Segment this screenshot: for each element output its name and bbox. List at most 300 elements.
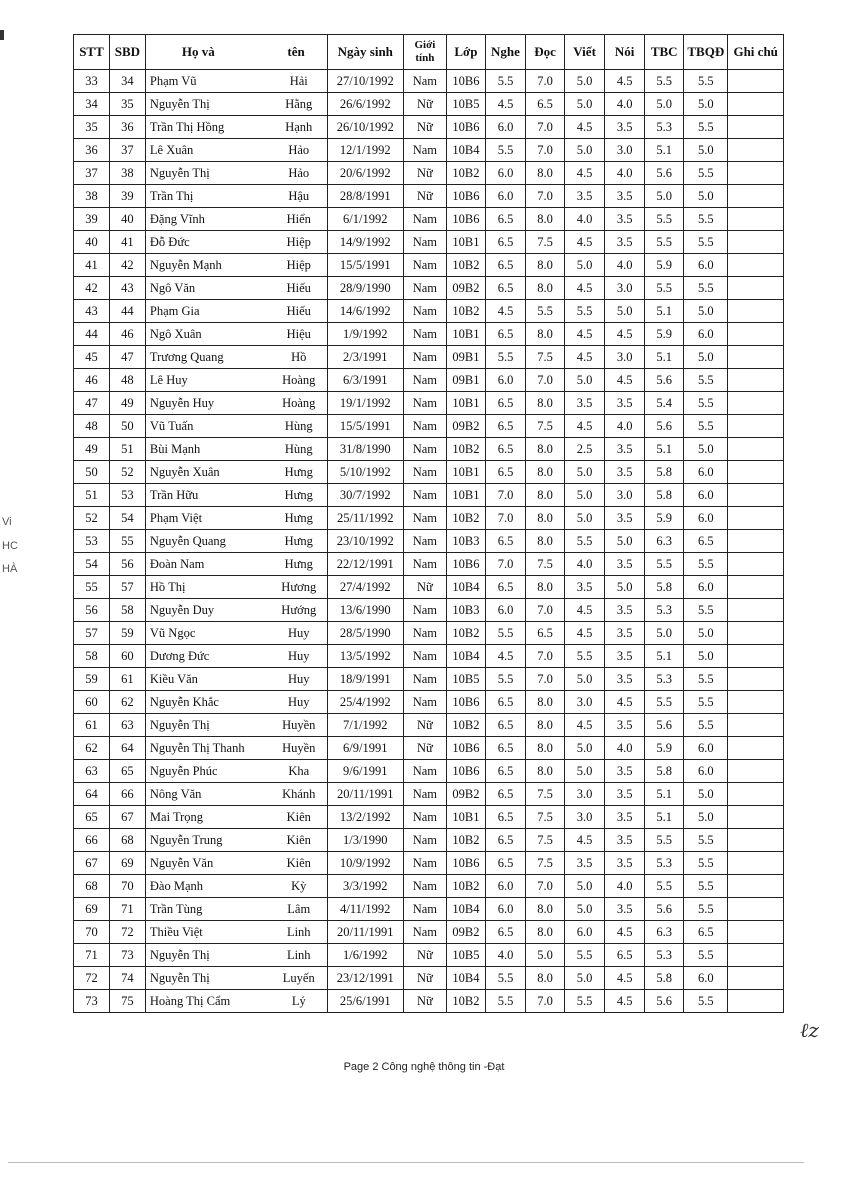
cell-doc: 8.0: [526, 530, 565, 553]
cell-ghi-chu: [728, 254, 784, 277]
ten: Linh: [286, 947, 311, 962]
cell-tbc: 5.8: [645, 576, 684, 599]
table-row: [74, 323, 784, 346]
cell-doc: 8.0: [526, 461, 565, 484]
cell-doc: 8.0: [526, 921, 565, 944]
cell-tbqd: 6.0: [684, 323, 728, 346]
cell-viet: 3.0: [565, 691, 605, 714]
cell-stt: 62: [74, 737, 110, 760]
cell-lop: 10B6: [446, 208, 485, 231]
cell-noi: 4.5: [605, 921, 645, 944]
cell-ghi-chu: [728, 553, 784, 576]
cell-ghi-chu: [728, 392, 784, 415]
cell-noi: 5.0: [605, 530, 645, 553]
cell-sbd: 39: [109, 185, 145, 208]
cell-gioi-tinh: Nữ: [403, 162, 446, 185]
cell-ho-ten: [145, 116, 327, 139]
cell-lop: 09B2: [446, 277, 485, 300]
cell-nghe: 7.0: [485, 484, 525, 507]
cell-ho-ten: [145, 369, 327, 392]
ho-dem: Nguyễn Thị Thanh: [149, 740, 245, 755]
table-row: [74, 967, 784, 990]
cell-ngay-sinh: 13/5/1992: [327, 645, 403, 668]
cell-ngay-sinh: 15/5/1991: [327, 415, 403, 438]
cell-sbd: 51: [109, 438, 145, 461]
cell-lop: 09B1: [446, 346, 485, 369]
cell-sbd: 74: [109, 967, 145, 990]
cell-doc: 8.0: [526, 576, 565, 599]
cell-sbd: 69: [109, 852, 145, 875]
cell-ngay-sinh: 23/10/1992: [327, 530, 403, 553]
ho-dem: Hồ Thị: [149, 579, 186, 594]
cell-viet: 4.0: [565, 553, 605, 576]
cell-lop: 10B6: [446, 116, 485, 139]
margin-mark: Vi: [2, 516, 12, 528]
cell-stt: 50: [74, 461, 110, 484]
ten: Hiển: [286, 211, 311, 226]
cell-nghe: 4.0: [485, 944, 525, 967]
cell-viet: 4.5: [565, 714, 605, 737]
cell-doc: 8.0: [526, 254, 565, 277]
cell-nghe: 6.5: [485, 852, 525, 875]
cell-sbd: 42: [109, 254, 145, 277]
cell-nghe: 4.5: [485, 93, 525, 116]
ten: Hạnh: [285, 119, 313, 134]
cell-tbc: 5.3: [645, 116, 684, 139]
cell-sbd: 43: [109, 277, 145, 300]
cell-stt: 46: [74, 369, 110, 392]
cell-ngay-sinh: 28/5/1990: [327, 622, 403, 645]
cell-stt: 66: [74, 829, 110, 852]
cell-doc: 8.0: [526, 898, 565, 921]
cell-ghi-chu: [728, 369, 784, 392]
cell-lop: 10B5: [446, 944, 485, 967]
cell-ghi-chu: [728, 208, 784, 231]
ho-dem: Vũ Ngọc: [149, 625, 196, 640]
ho-dem: Trần Thị: [149, 188, 194, 203]
cell-tbqd: 5.0: [684, 622, 728, 645]
cell-sbd: 58: [109, 599, 145, 622]
ten: Hiệu: [286, 326, 311, 341]
cell-tbqd: 5.0: [684, 300, 728, 323]
cell-doc: 7.0: [526, 70, 565, 93]
cell-doc: 7.5: [526, 415, 565, 438]
cell-tbc: 5.4: [645, 392, 684, 415]
cell-noi: 3.5: [605, 760, 645, 783]
ten: Hưng: [284, 510, 313, 525]
cell-nghe: 6.5: [485, 323, 525, 346]
table-row: [74, 139, 784, 162]
cell-doc: 8.0: [526, 967, 565, 990]
cell-ghi-chu: [728, 93, 784, 116]
ten: Hướng: [281, 602, 317, 617]
cell-tbqd: 5.5: [684, 990, 728, 1013]
cell-sbd: 52: [109, 461, 145, 484]
cell-gioi-tinh: Nam: [403, 507, 446, 530]
cell-sbd: 44: [109, 300, 145, 323]
cell-tbc: 5.8: [645, 760, 684, 783]
cell-tbqd: 5.5: [684, 691, 728, 714]
cell-lop: 10B4: [446, 967, 485, 990]
cell-ho-ten: [145, 415, 327, 438]
cell-tbc: 5.5: [645, 875, 684, 898]
cell-ngay-sinh: 1/9/1992: [327, 323, 403, 346]
cell-doc: 7.5: [526, 231, 565, 254]
cell-doc: 7.5: [526, 346, 565, 369]
cell-nghe: 6.0: [485, 599, 525, 622]
cell-viet: 5.5: [565, 530, 605, 553]
cell-doc: 7.5: [526, 553, 565, 576]
cell-ho-ten: [145, 507, 327, 530]
cell-nghe: 6.5: [485, 277, 525, 300]
cell-ho-ten: [145, 530, 327, 553]
ten: Kiên: [286, 832, 311, 847]
cell-ngay-sinh: 14/9/1992: [327, 231, 403, 254]
header-tbqd: TBQĐ: [684, 35, 728, 70]
cell-tbqd: 6.0: [684, 760, 728, 783]
header-doc: Đọc: [526, 35, 565, 70]
cell-ngay-sinh: 14/6/1992: [327, 300, 403, 323]
table-row: [74, 783, 784, 806]
cell-ngay-sinh: 9/6/1991: [327, 760, 403, 783]
cell-ho-ten: [145, 231, 327, 254]
cell-noi: 3.0: [605, 484, 645, 507]
cell-ngay-sinh: 23/12/1991: [327, 967, 403, 990]
ho-dem: Dương Đức: [149, 648, 210, 663]
cell-gioi-tinh: Nam: [403, 139, 446, 162]
cell-ho-ten: [145, 691, 327, 714]
cell-noi: 3.5: [605, 438, 645, 461]
table-row: [74, 875, 784, 898]
cell-doc: 8.0: [526, 760, 565, 783]
cell-gioi-tinh: Nam: [403, 323, 446, 346]
ho-dem: Nguyễn Phúc: [149, 763, 218, 778]
cell-nghe: 6.5: [485, 783, 525, 806]
cell-ghi-chu: [728, 783, 784, 806]
cell-doc: 8.0: [526, 162, 565, 185]
cell-ho-ten: [145, 323, 327, 346]
cell-doc: 8.0: [526, 484, 565, 507]
cell-lop: 10B4: [446, 576, 485, 599]
cell-tbc: 5.3: [645, 944, 684, 967]
cell-ghi-chu: [728, 760, 784, 783]
cell-nghe: 5.5: [485, 346, 525, 369]
cell-ho-ten: [145, 783, 327, 806]
cell-nghe: 4.5: [485, 645, 525, 668]
cell-sbd: 54: [109, 507, 145, 530]
cell-gioi-tinh: Nam: [403, 783, 446, 806]
table-row: [74, 369, 784, 392]
cell-gioi-tinh: Nam: [403, 484, 446, 507]
cell-ngay-sinh: 3/3/1992: [327, 875, 403, 898]
cell-sbd: 53: [109, 484, 145, 507]
cell-tbc: 5.5: [645, 231, 684, 254]
cell-nghe: 6.5: [485, 231, 525, 254]
ho-dem: Vũ Tuấn: [149, 418, 194, 433]
cell-doc: 7.0: [526, 599, 565, 622]
cell-lop: 10B6: [446, 737, 485, 760]
cell-doc: 8.0: [526, 277, 565, 300]
ten: Kha: [288, 763, 310, 778]
cell-nghe: 6.5: [485, 438, 525, 461]
header-gioi-tinh: Giới tính: [403, 35, 446, 70]
cell-viet: 5.0: [565, 93, 605, 116]
cell-sbd: 37: [109, 139, 145, 162]
cell-tbqd: 5.0: [684, 645, 728, 668]
cell-lop: 09B2: [446, 783, 485, 806]
cell-ghi-chu: [728, 599, 784, 622]
cell-ho-ten: [145, 139, 327, 162]
cell-stt: 33: [74, 70, 110, 93]
cell-lop: 10B3: [446, 599, 485, 622]
cell-noi: 4.5: [605, 990, 645, 1013]
cell-noi: 4.5: [605, 369, 645, 392]
cell-sbd: 38: [109, 162, 145, 185]
cell-ho-ten: [145, 852, 327, 875]
cell-ngay-sinh: 27/4/1992: [327, 576, 403, 599]
cell-noi: 3.5: [605, 852, 645, 875]
cell-tbqd: 5.5: [684, 875, 728, 898]
cell-gioi-tinh: Nữ: [403, 944, 446, 967]
cell-tbqd: 5.0: [684, 806, 728, 829]
cell-ngay-sinh: 10/9/1992: [327, 852, 403, 875]
cell-tbc: 5.5: [645, 829, 684, 852]
cell-stt: 47: [74, 392, 110, 415]
cell-viet: 3.5: [565, 852, 605, 875]
cell-doc: 8.0: [526, 438, 565, 461]
cell-gioi-tinh: Nam: [403, 645, 446, 668]
cell-noi: 4.0: [605, 415, 645, 438]
table-row: [74, 346, 784, 369]
cell-tbc: 5.6: [645, 415, 684, 438]
cell-doc: 5.0: [526, 944, 565, 967]
cell-stt: 71: [74, 944, 110, 967]
table-row: [74, 438, 784, 461]
cell-ngay-sinh: 25/4/1992: [327, 691, 403, 714]
cell-ho-ten: [145, 990, 327, 1013]
header-ghi-chu: Ghi chú: [728, 35, 784, 70]
cell-ngay-sinh: 1/3/1990: [327, 829, 403, 852]
cell-nghe: 6.5: [485, 576, 525, 599]
cell-viet: 5.0: [565, 967, 605, 990]
ho-dem: Kiều Văn: [149, 671, 198, 686]
cell-ngay-sinh: 20/11/1991: [327, 921, 403, 944]
cell-noi: 3.0: [605, 346, 645, 369]
cell-ho-ten: [145, 645, 327, 668]
cell-lop: 10B6: [446, 553, 485, 576]
cell-viet: 4.5: [565, 231, 605, 254]
cell-tbqd: 5.5: [684, 829, 728, 852]
cell-noi: 3.5: [605, 231, 645, 254]
ten: Hưng: [284, 464, 313, 479]
cell-tbc: 6.3: [645, 921, 684, 944]
cell-stt: 38: [74, 185, 110, 208]
cell-lop: 10B2: [446, 438, 485, 461]
cell-tbc: 5.0: [645, 185, 684, 208]
cell-stt: 36: [74, 139, 110, 162]
cell-tbc: 5.5: [645, 277, 684, 300]
cell-tbqd: 6.0: [684, 737, 728, 760]
ho-dem: Nông Văn: [149, 786, 202, 801]
cell-ho-ten: [145, 944, 327, 967]
ho-dem: Nguyễn Khắc: [149, 694, 219, 709]
cell-gioi-tinh: Nam: [403, 668, 446, 691]
cell-lop: 10B2: [446, 254, 485, 277]
cell-ghi-chu: [728, 829, 784, 852]
cell-lop: 10B2: [446, 875, 485, 898]
table-row: [74, 392, 784, 415]
cell-ngay-sinh: 25/6/1991: [327, 990, 403, 1013]
cell-ghi-chu: [728, 185, 784, 208]
cell-ghi-chu: [728, 714, 784, 737]
cell-gioi-tinh: Nữ: [403, 576, 446, 599]
cell-stt: 51: [74, 484, 110, 507]
cell-tbqd: 5.5: [684, 70, 728, 93]
cell-ho-ten: [145, 185, 327, 208]
cell-ghi-chu: [728, 116, 784, 139]
cell-tbqd: 5.5: [684, 599, 728, 622]
cell-lop: 10B6: [446, 760, 485, 783]
cell-sbd: 72: [109, 921, 145, 944]
cell-ghi-chu: [728, 277, 784, 300]
cell-sbd: 50: [109, 415, 145, 438]
cell-ho-ten: [145, 162, 327, 185]
ten: Hưng: [284, 487, 313, 502]
table-header: [74, 35, 784, 70]
cell-lop: 10B4: [446, 139, 485, 162]
cell-ngay-sinh: 7/1/1992: [327, 714, 403, 737]
ho-dem: Nguyễn Huy: [149, 395, 215, 410]
cell-noi: 3.5: [605, 553, 645, 576]
cell-ho-ten: [145, 70, 327, 93]
cell-tbqd: 5.5: [684, 668, 728, 691]
cell-sbd: 49: [109, 392, 145, 415]
cell-ghi-chu: [728, 852, 784, 875]
cell-noi: 5.0: [605, 300, 645, 323]
cell-ho-ten: [145, 553, 327, 576]
cell-ghi-chu: [728, 944, 784, 967]
cell-sbd: 67: [109, 806, 145, 829]
cell-tbqd: 5.0: [684, 346, 728, 369]
cell-sbd: 73: [109, 944, 145, 967]
cell-nghe: 5.5: [485, 70, 525, 93]
cell-ho-ten: [145, 967, 327, 990]
cell-lop: 10B4: [446, 645, 485, 668]
cell-nghe: 6.5: [485, 921, 525, 944]
cell-sbd: 57: [109, 576, 145, 599]
table-row: [74, 668, 784, 691]
ho-dem: Lê Xuân: [149, 142, 194, 157]
cell-tbc: 5.1: [645, 806, 684, 829]
cell-ghi-chu: [728, 484, 784, 507]
cell-nghe: 4.5: [485, 300, 525, 323]
cell-tbqd: 5.0: [684, 139, 728, 162]
cell-ho-ten: [145, 576, 327, 599]
cell-ghi-chu: [728, 806, 784, 829]
cell-lop: 09B2: [446, 415, 485, 438]
table-row: [74, 714, 784, 737]
cell-viet: 4.5: [565, 346, 605, 369]
cell-ngay-sinh: 26/10/1992: [327, 116, 403, 139]
cell-sbd: 59: [109, 622, 145, 645]
cell-gioi-tinh: Nam: [403, 829, 446, 852]
cell-gioi-tinh: Nữ: [403, 714, 446, 737]
cell-gioi-tinh: Nam: [403, 852, 446, 875]
scan-corner-mark: [0, 30, 4, 40]
cell-noi: 3.0: [605, 277, 645, 300]
cell-ghi-chu: [728, 415, 784, 438]
cell-tbqd: 6.0: [684, 576, 728, 599]
cell-ngay-sinh: 22/12/1991: [327, 553, 403, 576]
ho-dem: Đào Mạnh: [149, 878, 204, 893]
cell-ghi-chu: [728, 967, 784, 990]
cell-stt: 60: [74, 691, 110, 714]
cell-nghe: 6.5: [485, 461, 525, 484]
cell-doc: 7.0: [526, 369, 565, 392]
header-noi: Nói: [605, 35, 645, 70]
cell-viet: 5.5: [565, 300, 605, 323]
table-row: [74, 185, 784, 208]
table-row: [74, 852, 784, 875]
ho-dem: Nguyễn Thị: [149, 165, 210, 180]
cell-doc: 8.0: [526, 737, 565, 760]
cell-ghi-chu: [728, 300, 784, 323]
cell-lop: 09B2: [446, 921, 485, 944]
cell-doc: 7.5: [526, 783, 565, 806]
cell-tbqd: 5.5: [684, 415, 728, 438]
cell-doc: 8.0: [526, 507, 565, 530]
ten: Huyền: [282, 740, 316, 755]
ten: Hồ: [291, 349, 307, 364]
cell-tbc: 5.9: [645, 737, 684, 760]
ho-dem: Nguyễn Thị: [149, 947, 210, 962]
table-row: [74, 691, 784, 714]
table-row: [74, 415, 784, 438]
cell-gioi-tinh: Nam: [403, 875, 446, 898]
cell-stt: 53: [74, 530, 110, 553]
ho-dem: Phạm Gia: [149, 303, 200, 318]
cell-tbc: 5.5: [645, 553, 684, 576]
cell-sbd: 48: [109, 369, 145, 392]
cell-sbd: 60: [109, 645, 145, 668]
handwritten-signature: ℓz: [800, 1018, 819, 1042]
cell-gioi-tinh: Nữ: [403, 93, 446, 116]
ten: Hiếu: [286, 303, 311, 318]
cell-viet: 4.5: [565, 323, 605, 346]
cell-noi: 6.5: [605, 944, 645, 967]
cell-lop: 10B2: [446, 829, 485, 852]
cell-noi: 3.5: [605, 714, 645, 737]
cell-stt: 64: [74, 783, 110, 806]
ten: Hằng: [285, 96, 313, 111]
cell-sbd: 63: [109, 714, 145, 737]
cell-stt: 68: [74, 875, 110, 898]
cell-gioi-tinh: Nam: [403, 461, 446, 484]
cell-tbc: 5.3: [645, 668, 684, 691]
cell-tbqd: 5.5: [684, 208, 728, 231]
table-row: [74, 300, 784, 323]
cell-gioi-tinh: Nam: [403, 806, 446, 829]
cell-ghi-chu: [728, 507, 784, 530]
ten: Huy: [288, 671, 310, 686]
cell-tbc: 5.0: [645, 622, 684, 645]
ho-dem: Nguyễn Trung: [149, 832, 223, 847]
cell-tbc: 5.9: [645, 323, 684, 346]
ho-dem: Mai Trọng: [149, 809, 204, 824]
cell-lop: 10B2: [446, 990, 485, 1013]
cell-lop: 10B6: [446, 70, 485, 93]
cell-stt: 43: [74, 300, 110, 323]
